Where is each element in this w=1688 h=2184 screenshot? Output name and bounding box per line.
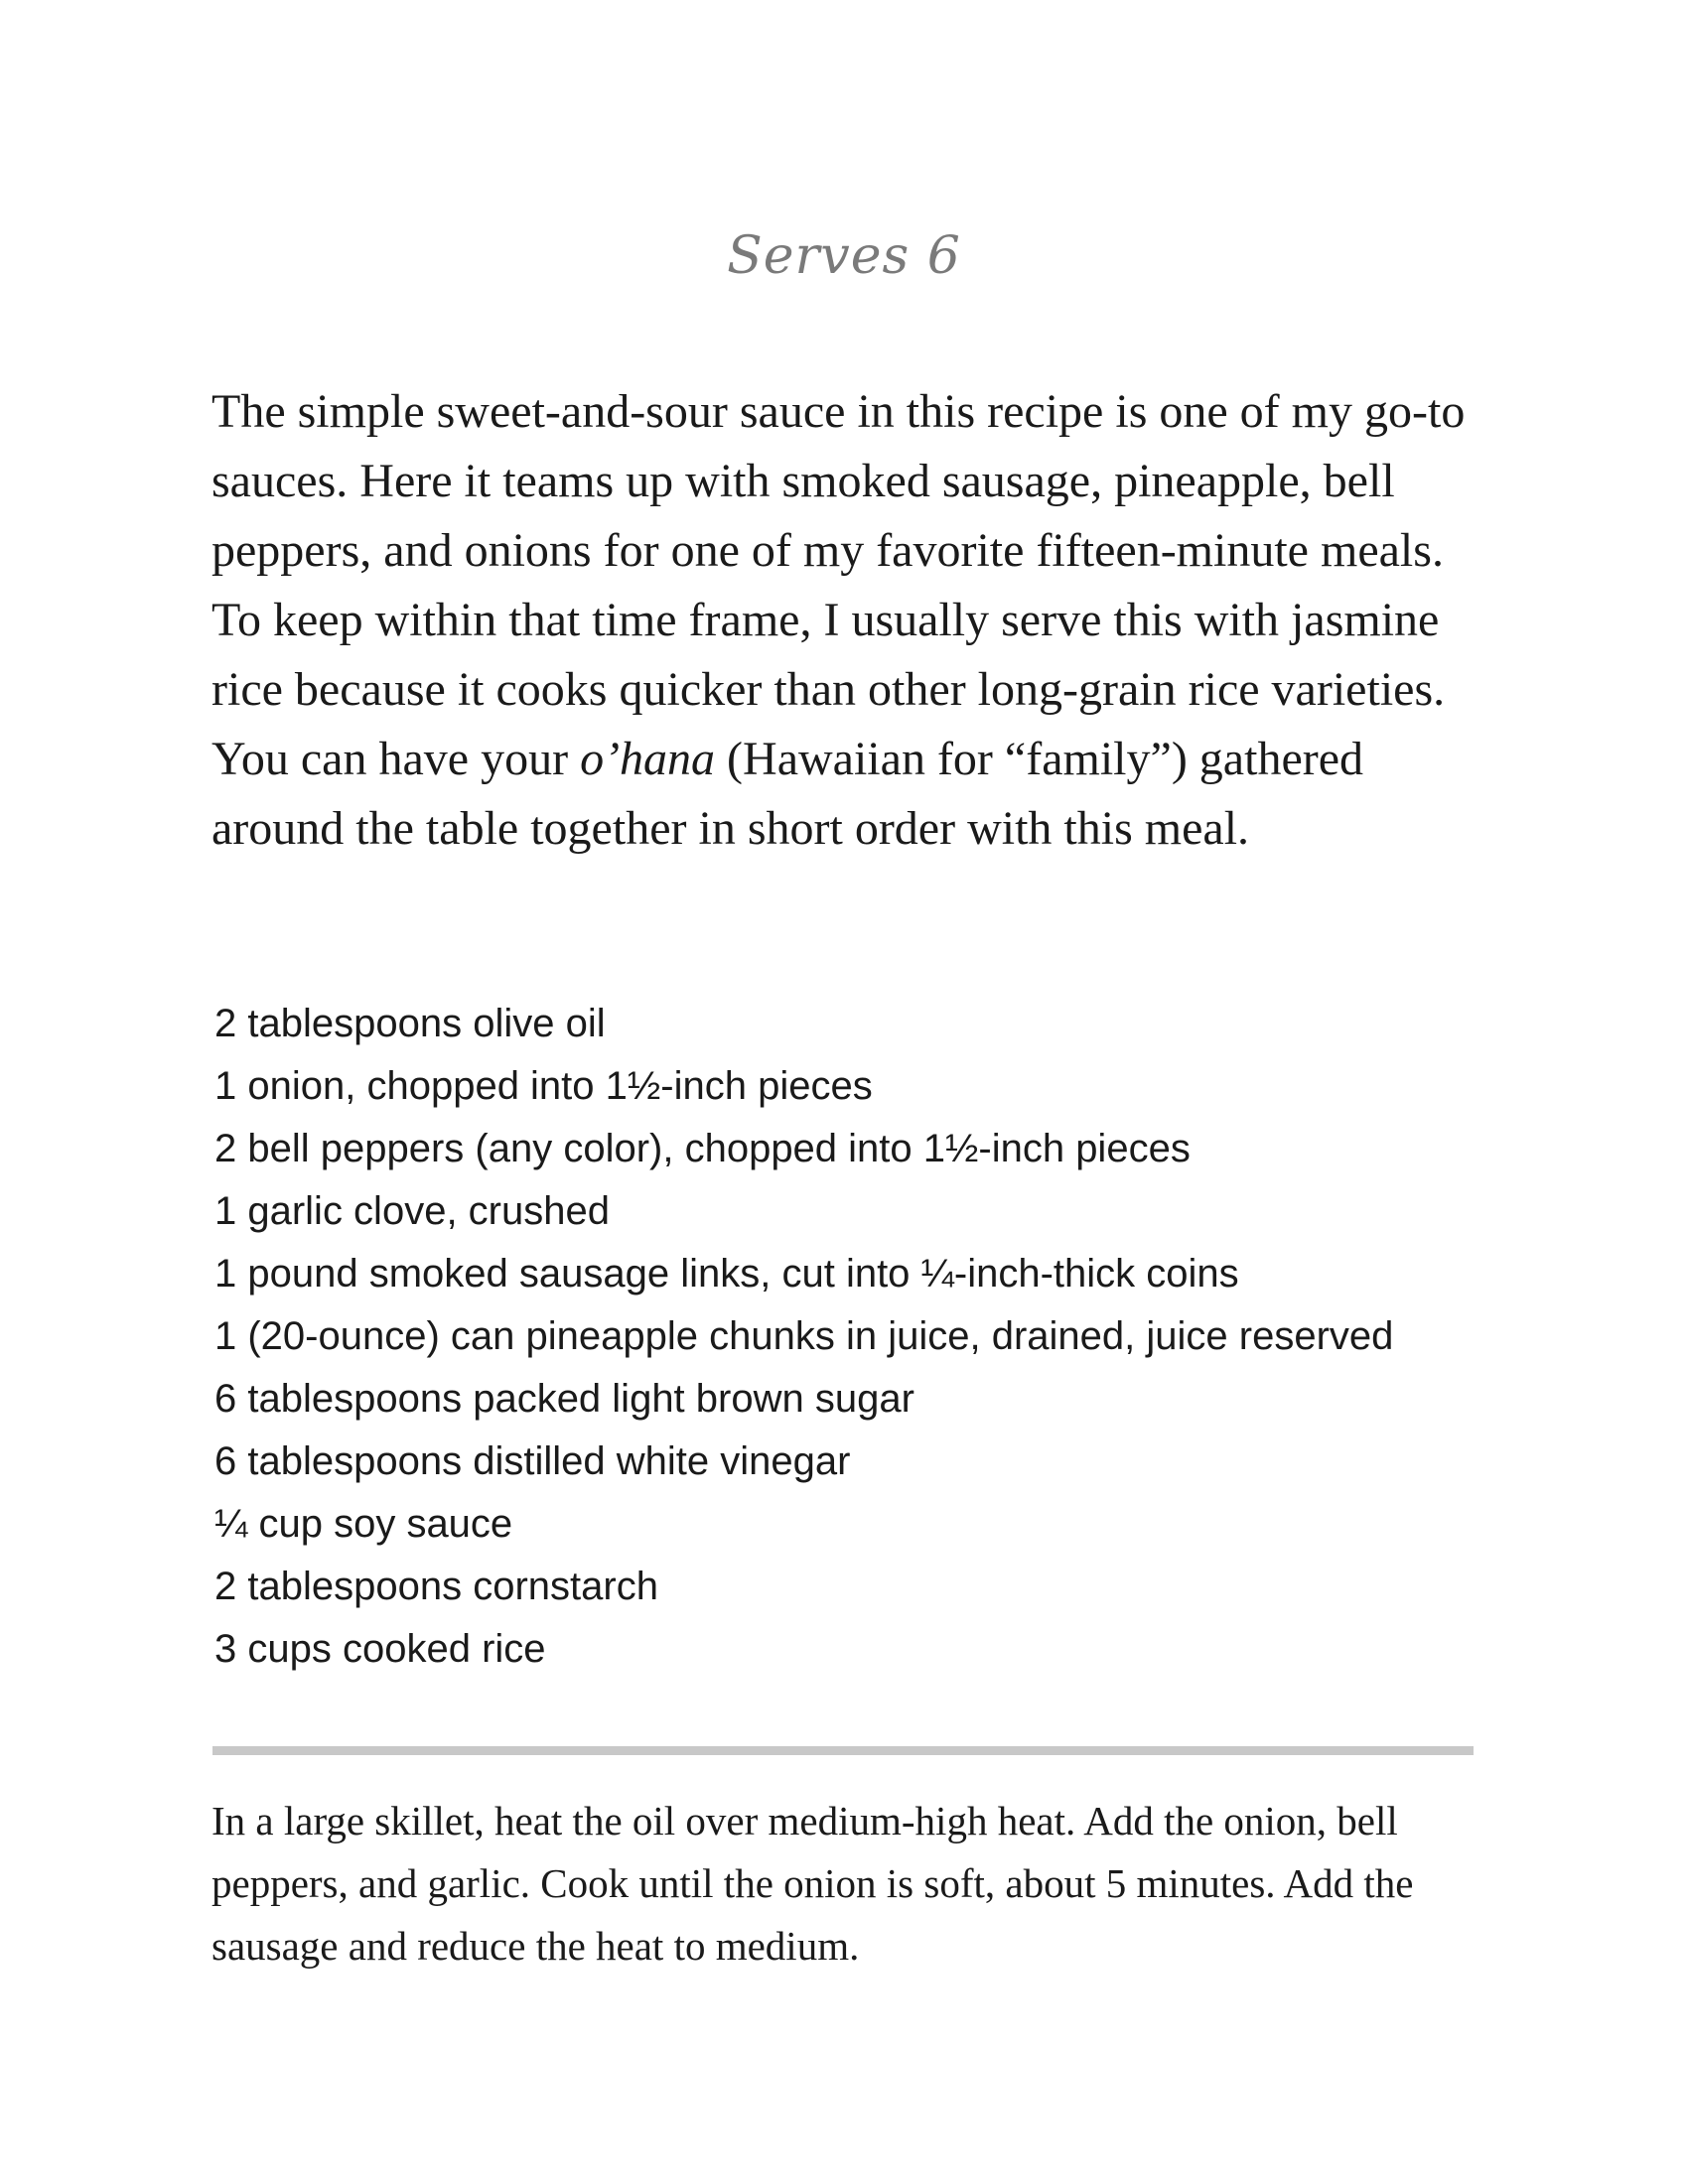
ingredient-item: 2 tablespoons olive oil [214,1002,606,1045]
intro-italic-word: o’hana [580,733,716,785]
ingredient-item: ¼ cup soy sauce [214,1502,513,1546]
ingredient-item: 3 cups cooked rice [214,1627,546,1671]
intro-paragraph [211,377,1502,864]
intro-text-end: (Hawaiian for “family”) gathered around the table together in short order with this meal. [211,733,1364,855]
ingredient-item: 1 pound smoked sausage links, cut into ¼-inch-thick coins [214,1252,1239,1296]
serves-heading: Serves 6 [727,226,961,286]
ingredient-item: 6 tablespoons distilled white vinegar [214,1439,851,1483]
ingredient-item: 1 onion, chopped into 1½-inch pieces [214,1064,873,1108]
section-divider [212,1746,1474,1755]
ingredient-item: 1 garlic clove, crushed [214,1189,610,1233]
directions-paragraph: In a large skillet, heat the oil over medium-high heat. Add the onion, bell peppers, and garlic. Cook until the onion is soft, about 5 minutes. Add the sausage and reduce the heat to medium. [211,1798,1414,1969]
ingredient-item: 1 (20-ounce) can pineapple chunks in juice, drained, juice reserved [214,1314,1394,1358]
ingredient-list [214,993,1505,1681]
ingredient-item: 2 tablespoons cornstarch [214,1565,658,1608]
intro-text-start: The simple sweet-and-sour sauce in this recipe is one of my go-to sauces. Here it teams up with smoked sausage, pineapple, bell peppers, and onions for one of my favorite fifteen-minute meals. To keep within that time frame, I usually serve this with jasmine rice because it cooks quicker than other long-grain rice varieties. You can have your [211,385,1466,785]
ingredient-item: 6 tablespoons packed light brown sugar [214,1377,914,1421]
ingredient-item: 2 bell peppers (any color), chopped into 1½-inch pieces [214,1127,1191,1170]
